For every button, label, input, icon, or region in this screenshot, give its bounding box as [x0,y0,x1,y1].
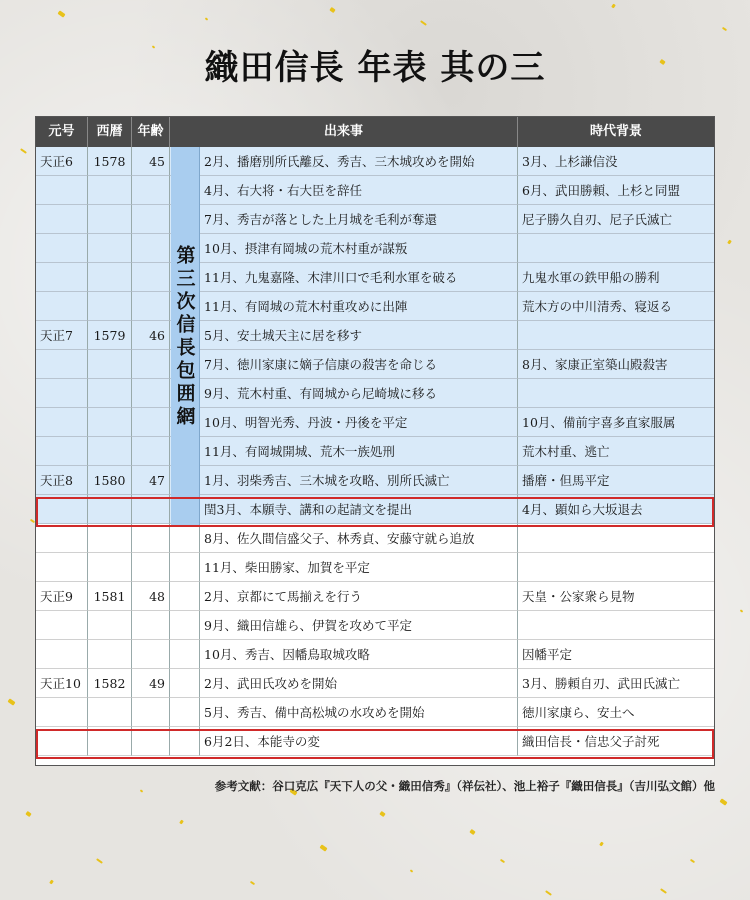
year-cell [88,640,132,669]
gold-fleck [379,811,385,817]
table-header [36,117,714,147]
table-row [36,321,714,350]
background-cell [518,553,714,582]
reference-note: 参考文献：谷口克広『天下人の父・織田信秀』（祥伝社）、池上裕子『織田信長』（吉川弘文館）他 [214,779,715,793]
gold-fleck [7,698,15,705]
gold-fleck [57,10,65,17]
span-cell [170,524,200,553]
event-cell: 10月、摂津有岡城の荒木村重が謀叛 [200,234,518,263]
span-label: 第三次信長包囲網 [173,245,196,429]
table-row [36,147,714,176]
gold-fleck [727,240,732,245]
gold-fleck [500,859,505,864]
gold-fleck [611,4,616,9]
year-cell [88,350,132,379]
gold-fleck [25,811,31,817]
era-cell [36,263,88,292]
table-row [36,408,714,437]
era-cell [36,205,88,234]
table-row [36,350,714,379]
span-cell [170,669,200,698]
event-cell: 11月、九鬼嘉隆、木津川口で毛利水軍を破る [200,263,518,292]
age-cell [132,524,170,553]
event-cell: 閏3月、本願寺、講和の起請文を提出 [200,495,518,524]
background-cell: 3月、勝頼自刃、武田氏滅亡 [518,669,714,698]
event-cell: 2月、武田氏攻めを開始 [200,669,518,698]
era-cell [36,553,88,582]
era-cell [36,611,88,640]
background-cell [518,379,714,408]
gold-fleck [469,829,475,835]
age-cell [132,176,170,205]
age-cell [132,263,170,292]
age-cell [132,292,170,321]
background-cell: 荒木方の中川清秀、寝返る [518,292,714,321]
year-cell [88,727,132,756]
year-cell [88,553,132,582]
era-cell: 天正6 [36,147,88,176]
year-cell: 1580 [88,466,132,495]
gold-fleck [319,844,327,851]
gold-fleck [599,842,604,847]
event-cell: 5月、安土城天主に居を移す [200,321,518,350]
event-cell: 2月、播磨別所氏離反、秀吉、三木城攻めを開始 [200,147,518,176]
gold-fleck [49,880,54,885]
table-row [36,495,714,524]
gold-fleck [329,7,335,13]
page-title: 織田信長 年表 其の三 [204,48,546,88]
table-row [36,524,714,553]
header-era: 元号 [36,117,88,147]
event-cell: 11月、有岡城の荒木村重攻めに出陣 [200,292,518,321]
table-row [36,379,714,408]
table-row [36,176,714,205]
table-row [36,205,714,234]
age-cell [132,350,170,379]
era-cell [36,234,88,263]
gold-fleck [545,890,552,896]
span-cell [170,582,200,611]
gold-fleck [740,609,744,612]
year-cell [88,263,132,292]
era-cell [36,495,88,524]
background-cell [518,321,714,350]
age-cell [132,379,170,408]
year-cell: 1579 [88,321,132,350]
year-cell: 1582 [88,669,132,698]
event-cell: 4月、右大将・右大臣を辞任 [200,176,518,205]
era-cell: 天正7 [36,321,88,350]
span-cell [170,640,200,669]
background-cell: 播磨・但馬平定 [518,466,714,495]
event-cell: 6月2日、本能寺の変 [200,727,518,756]
age-cell [132,408,170,437]
era-cell: 天正8 [36,466,88,495]
year-cell [88,495,132,524]
background-cell: 4月、顕如ら大坂退去 [518,495,714,524]
year-cell [88,437,132,466]
background-cell: 徳川家康ら、安土へ [518,698,714,727]
gold-fleck [96,858,103,864]
table-row [36,727,714,756]
header-background: 時代背景 [589,124,642,139]
era-cell [36,408,88,437]
background-cell: 天皇・公家衆ら見物 [518,582,714,611]
table-row [36,437,714,466]
span-cell [170,727,200,756]
gold-fleck [410,869,414,872]
span-label-bar [171,147,200,527]
age-cell [132,698,170,727]
age-cell: 49 [132,669,170,698]
table-row [36,553,714,582]
event-cell: 7月、秀吉が落とした上月城を毛利が奪還 [200,205,518,234]
background-cell: 因幡平定 [518,640,714,669]
background-cell: 8月、家康正室築山殿殺害 [518,350,714,379]
age-cell: 48 [132,582,170,611]
gold-fleck [250,881,255,886]
gold-fleck [179,820,184,825]
age-cell [132,437,170,466]
event-cell: 11月、柴田勝家、加賀を平定 [200,553,518,582]
age-cell [132,234,170,263]
age-cell [132,727,170,756]
header-year: 西暦 [88,117,132,147]
background-cell: 10月、備前宇喜多直家服属 [518,408,714,437]
background-cell [518,524,714,553]
event-cell: 7月、徳川家康に嫡子信康の殺害を命じる [200,350,518,379]
age-cell [132,205,170,234]
span-cell [170,553,200,582]
event-cell: 9月、織田信雄ら、伊賀を攻めて平定 [200,611,518,640]
year-cell [88,524,132,553]
era-cell: 天正9 [36,582,88,611]
event-cell: 10月、秀吉、因幡鳥取城攻略 [200,640,518,669]
age-cell: 45 [132,147,170,176]
gold-fleck [660,888,667,894]
era-cell [36,640,88,669]
event-cell: 5月、秀吉、備中高松城の水攻めを開始 [200,698,518,727]
event-cell: 11月、有岡城開城、荒木一族処刑 [200,437,518,466]
year-cell: 1578 [88,147,132,176]
year-cell [88,234,132,263]
event-cell: 9月、荒木村重、有岡城から尼崎城に移る [200,379,518,408]
gold-fleck [690,859,695,864]
span-cell [170,611,200,640]
era-cell [36,727,88,756]
year-cell [88,698,132,727]
gold-fleck [420,20,427,26]
background-cell: 3月、上杉謙信没 [518,147,714,176]
era-cell [36,292,88,321]
era-cell [36,350,88,379]
background-cell [518,611,714,640]
background-cell: 尼子勝久自刃、尼子氏滅亡 [518,205,714,234]
event-cell: 8月、佐久間信盛父子、林秀貞、安藤守就ら追放 [200,524,518,553]
table-row [36,611,714,640]
header-event: 出来事 [170,117,518,147]
gold-fleck [722,27,727,32]
table-row [36,640,714,669]
year-cell [88,176,132,205]
year-cell [88,292,132,321]
table-row [36,292,714,321]
year-cell: 1581 [88,582,132,611]
header-age: 年齢 [132,117,170,147]
age-cell [132,640,170,669]
background-cell: 九鬼水軍の鉄甲船の勝利 [518,263,714,292]
year-cell [88,205,132,234]
gold-fleck [719,798,727,805]
background-cell [518,234,714,263]
gold-fleck [205,17,209,20]
table-row [36,466,714,495]
year-cell [88,611,132,640]
event-cell: 2月、京都にて馬揃えを行う [200,582,518,611]
event-cell: 1月、羽柴秀吉、三木城を攻略、別所氏滅亡 [200,466,518,495]
table-row [36,234,714,263]
chronology-table [35,116,715,766]
era-cell [36,437,88,466]
age-cell: 46 [132,321,170,350]
table-row [36,263,714,292]
year-cell [88,379,132,408]
age-cell [132,495,170,524]
era-cell [36,379,88,408]
era-cell [36,524,88,553]
event-cell: 10月、明智光秀、丹波・丹後を平定 [200,408,518,437]
era-cell [36,698,88,727]
age-cell [132,611,170,640]
gold-fleck [20,148,27,154]
year-cell [88,408,132,437]
span-cell [170,698,200,727]
background-cell: 6月、武田勝頼、上杉と同盟 [518,176,714,205]
age-cell [132,553,170,582]
background-cell: 織田信長・信忠父子討死 [518,727,714,756]
table-row [36,698,714,727]
era-cell [36,176,88,205]
background-cell: 荒木村重、逃亡 [518,437,714,466]
table-row [36,582,714,611]
table-row [36,669,714,698]
age-cell: 47 [132,466,170,495]
era-cell: 天正10 [36,669,88,698]
